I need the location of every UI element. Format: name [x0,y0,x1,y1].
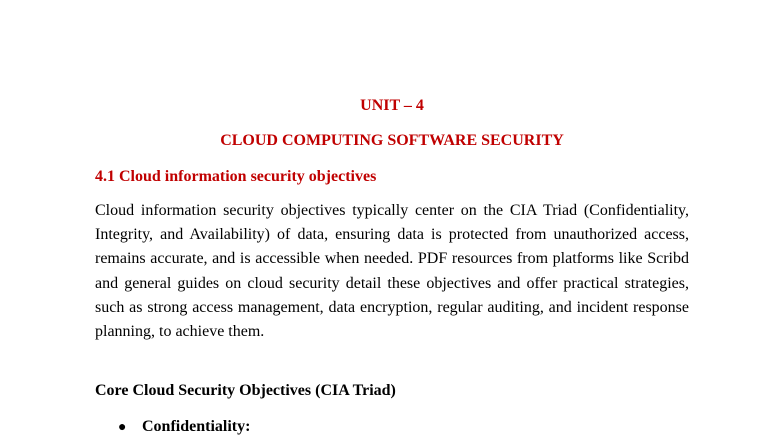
bullet-marker: ● [118,420,127,435]
body-paragraph: Cloud information security objectives typically center on the CIA Triad (Confidentiality, Integrity, and Availability) of data, ensuring data is protected from unauthorized access, remains accurate, and is accessible when needed. PDF resources from platforms like Scribd and general guides on cloud security detail these objectives and offer practical strategies, such as strong access management, data encryption, regular auditing, and incident response planning, to achieve them. [95,202,689,341]
bullet-label: Confidentiality: [142,418,251,435]
section-heading: 4.1 Cloud information security objectives [95,168,377,185]
document-title: CLOUD COMPUTING SOFTWARE SECURITY [220,132,564,149]
sub-heading: Core Cloud Security Objectives (CIA Triad) [95,382,396,399]
bullet-item [118,417,250,438]
unit-heading: UNIT – 4 [360,97,424,114]
